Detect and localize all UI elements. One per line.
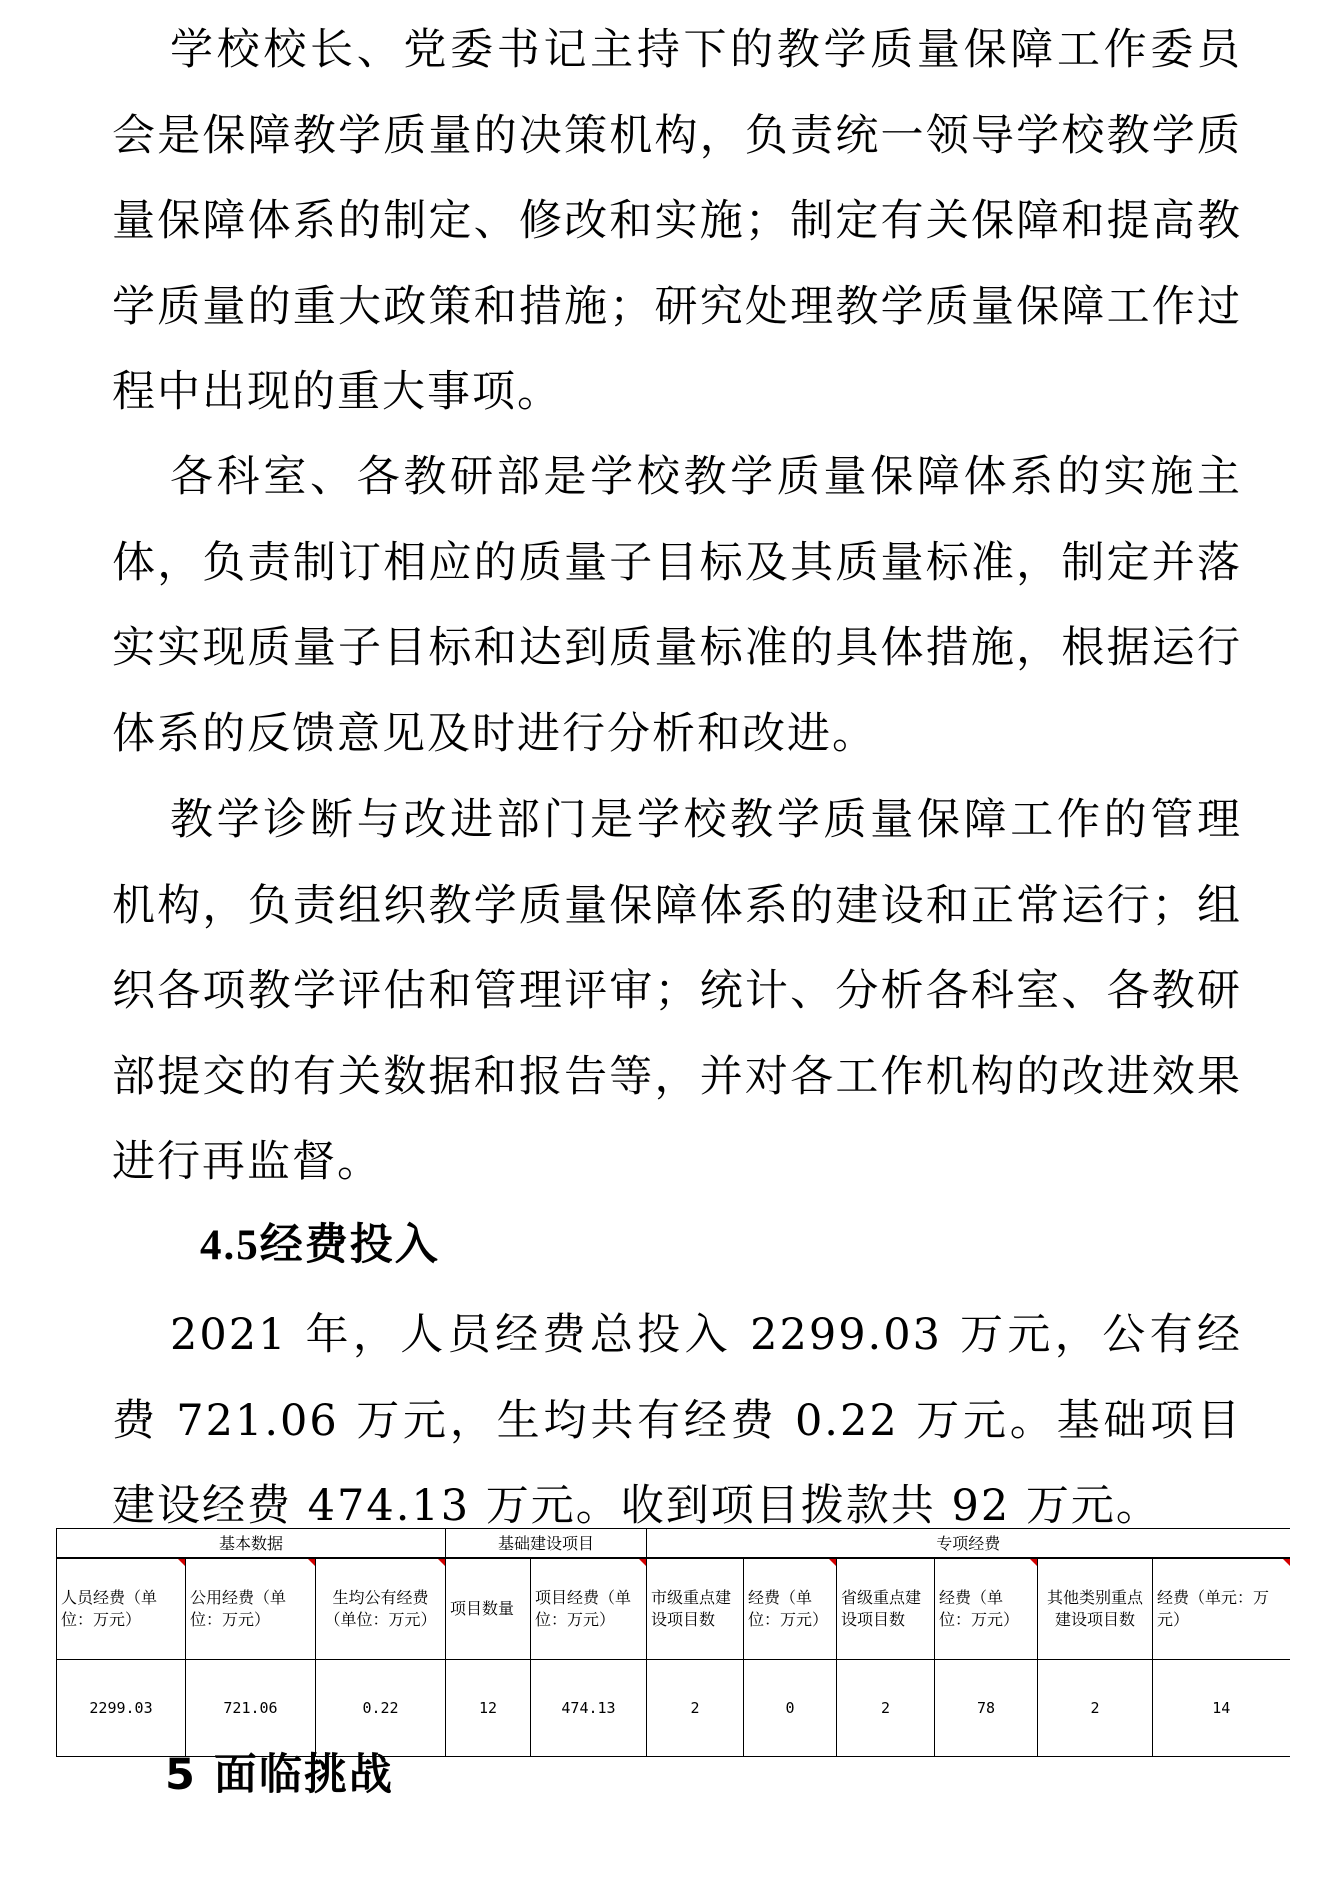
paragraph-decision-body: 学校校长、党委书记主持下的教学质量保障工作委员会是保障教学质量的决策机构，负责统一领导学校教学质量保障体系的制定、修改和实施；制定有关保障和提高教学质量的重大政策和措施；研究处理教学质量保障工作过程中出现的重大事项。 — [112, 25, 1242, 417]
section-heading-challenges: 5 面临挑战 — [165, 1750, 394, 1800]
column-header — [446, 1558, 531, 1660]
cell-personnel-funding: 2299.03 — [57, 1660, 186, 1757]
column-header-text: 其他类别重点建设项目数 — [1046, 1587, 1143, 1629]
comment-marker — [1030, 1559, 1037, 1566]
column-header-text: 市级重点建设项目数 — [651, 1587, 732, 1629]
cell-project-funding: 474.13 — [531, 1660, 647, 1757]
cell-other-project-count: 2 — [1038, 1660, 1153, 1757]
paragraph-implementation-body: 各科室、各教研部是学校教学质量保障体系的实施主体，负责制订相应的质量子目标及其质量标准，制定并落实实现质量子目标和达到质量标准的具体措施，根据运行体系的反馈意见及时进行分析和改进。 — [112, 452, 1242, 759]
column-header — [186, 1558, 316, 1660]
column-header-text: 人员经费（单位：万元） — [61, 1587, 158, 1629]
column-header — [316, 1558, 446, 1660]
table-header-row — [57, 1558, 1290, 1660]
comment-marker — [639, 1559, 646, 1566]
section-number: 4.5 — [200, 1222, 260, 1269]
funding-table — [56, 1528, 1290, 1757]
column-header-text: 省级重点建设项目数 — [841, 1587, 922, 1629]
section-heading-funding — [200, 1215, 440, 1276]
column-header — [1153, 1558, 1290, 1660]
comment-marker — [308, 1559, 315, 1566]
comment-marker — [178, 1559, 185, 1566]
paragraph-management-body: 教学诊断与改进部门是学校教学质量保障工作的管理机构，负责组织教学质量保障体系的建设和正常运行；组织各项教学评估和管理评审；统计、分析各科室、各教研部提交的有关数据和报告等，并对各工作机构的改进效果进行再监督。 — [112, 795, 1242, 1187]
column-header — [531, 1558, 647, 1660]
cell-province-project-count: 2 — [837, 1660, 935, 1757]
column-header — [837, 1558, 935, 1660]
cell-city-funding: 0 — [744, 1660, 837, 1757]
column-header — [1038, 1558, 1153, 1660]
column-header — [744, 1558, 837, 1660]
column-header — [57, 1558, 186, 1660]
column-header — [647, 1558, 744, 1660]
cell-project-count: 12 — [446, 1660, 531, 1757]
column-header-text: 经费（单元：万元） — [1157, 1587, 1270, 1629]
cell-per-student-funding: 0.22 — [316, 1660, 446, 1757]
comment-marker — [1283, 1559, 1290, 1566]
column-header-text: 项目经费（单位：万元） — [535, 1587, 632, 1629]
cell-public-funding: 721.06 — [186, 1660, 316, 1757]
group-special-funding: 专项经费 — [647, 1529, 1290, 1558]
group-basic-data: 基本数据 — [57, 1529, 446, 1558]
table-group-row — [57, 1529, 1290, 1558]
cell-province-funding: 78 — [935, 1660, 1038, 1757]
section-title: 经费投入 — [259, 1220, 440, 1270]
table-row — [57, 1660, 1290, 1757]
comment-marker — [438, 1559, 445, 1566]
cell-city-project-count: 2 — [647, 1660, 744, 1757]
cell-other-funding: 14 — [1153, 1660, 1290, 1757]
comment-marker — [829, 1559, 836, 1566]
column-header — [935, 1558, 1038, 1660]
column-header-text: 生均公有经费（单位：万元） — [324, 1587, 437, 1629]
column-header-text: 项目数量 — [450, 1598, 515, 1618]
column-header-text: 经费（单位：万元） — [939, 1587, 1020, 1629]
column-header-text: 经费（单位：万元） — [748, 1587, 829, 1629]
paragraph-funding-summary: 2021 年，人员经费总投入 2299.03 万元，公有经费 721.06 万元，生均共有经费 0.22 万元。基础项目建设经费 474.13 万元。收到项目拨款共 92 万元。 — [112, 1310, 1242, 1531]
group-infrastructure: 基础建设项目 — [446, 1529, 647, 1558]
column-header-text: 公用经费（单位：万元） — [190, 1587, 287, 1629]
